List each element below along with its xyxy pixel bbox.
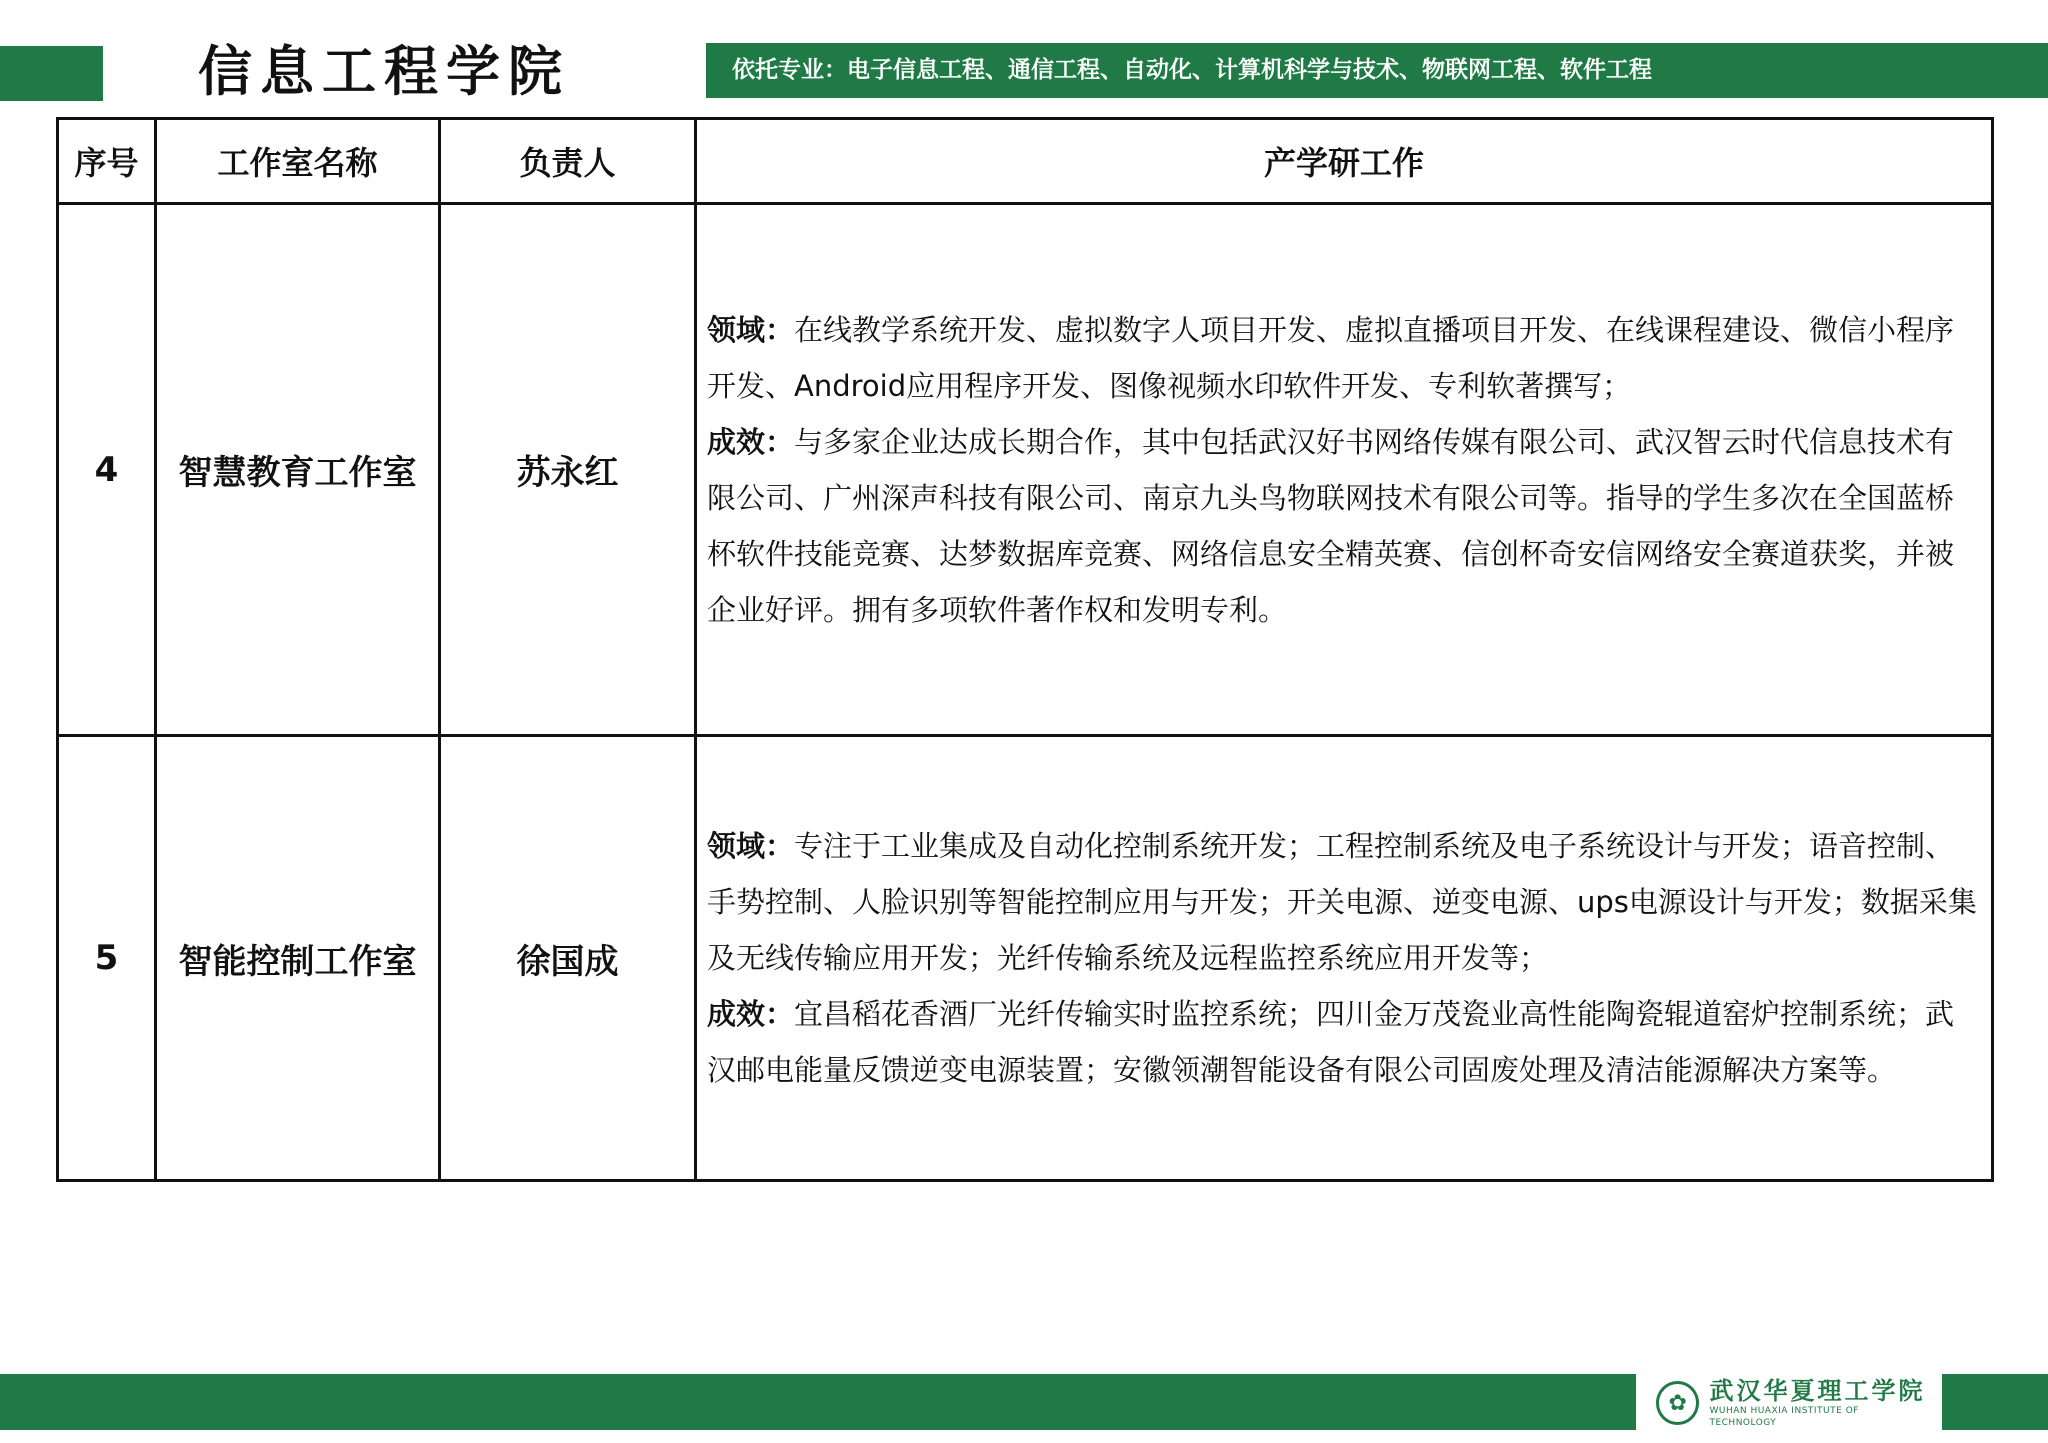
studio-work — [696, 736, 1993, 1181]
field-paragraph — [707, 818, 1981, 986]
result-text: 宜昌稻花香酒厂光纤传输实时监控系统；四川金万茂瓷业高性能陶瓷辊道窑炉控制系统；武汉邮电能量反馈逆变电源装置；安徽领潮智能设备有限公司固废处理及清洁能源解决方案等。 — [707, 997, 1955, 1087]
footer-bar-right — [1942, 1374, 2048, 1430]
result-label: 成效： — [707, 424, 795, 459]
header-num: 序号 — [58, 119, 156, 204]
header-studio-name: 工作室名称 — [156, 119, 440, 204]
studio-table — [56, 117, 1994, 1182]
row-num: 4 — [58, 204, 156, 736]
studio-name: 智慧教育工作室 — [156, 204, 440, 736]
field-text: 专注于工业集成及自动化控制系统开发；工程控制系统及电子系统设计与开发；语音控制、手势控制、人脸识别等智能控制应用与开发；开关电源、逆变电源、ups电源设计与开发；数据采集及无线传输应用开发；光纤传输系统及远程监控系统应用开发等； — [707, 829, 1977, 975]
footer-bar-left — [0, 1374, 1636, 1430]
result-paragraph — [707, 986, 1981, 1098]
majors-banner: 依托专业：电子信息工程、通信工程、自动化、计算机科学与技术、物联网工程、软件工程 — [706, 43, 2048, 98]
logo-name-cn: 武汉华夏理工学院 — [1709, 1376, 1926, 1405]
studio-lead: 徐国成 — [440, 736, 696, 1181]
studio-name: 智能控制工作室 — [156, 736, 440, 1181]
table-row — [58, 736, 1993, 1181]
result-paragraph — [707, 414, 1981, 638]
table-header-row — [58, 119, 1993, 204]
school-logo — [1656, 1374, 1926, 1432]
row-num: 5 — [58, 736, 156, 1181]
result-label: 成效： — [707, 997, 795, 1031]
header-lead: 负责人 — [440, 119, 696, 204]
studio-work — [696, 204, 1993, 736]
field-label: 领域： — [707, 312, 795, 347]
field-label: 领域： — [707, 829, 795, 863]
logo-name-en: WUHAN HUAXIA INSTITUTE OF TECHNOLOGY — [1709, 1406, 1859, 1428]
studio-lead: 苏永红 — [440, 204, 696, 736]
school-seal-icon: ✿ — [1656, 1381, 1699, 1425]
page-title: 信息工程学院 — [198, 39, 570, 103]
field-paragraph — [707, 302, 1981, 414]
header-accent-bar — [0, 46, 103, 101]
table-row — [58, 204, 1993, 736]
field-text: 在线教学系统开发、虚拟数字人项目开发、虚拟直播项目开发、在线课程建设、微信小程序开发、Android应用程序开发、图像视频水印软件开发、专利软著撰写； — [707, 312, 1955, 403]
header-work: 产学研工作 — [696, 119, 1993, 204]
result-text: 与多家企业达成长期合作，其中包括武汉好书网络传媒有限公司、武汉智云时代信息技术有限公司、广州深声科技有限公司、南京九头鸟物联网技术有限公司等。指导的学生多次在全国蓝桥杯软件技能竞赛、达梦数据库竞赛、网络信息安全精英赛、信创杯奇安信网络安全赛道获奖，并被企业好评。拥有多项软件著作权和发明专利。 — [707, 424, 1955, 627]
